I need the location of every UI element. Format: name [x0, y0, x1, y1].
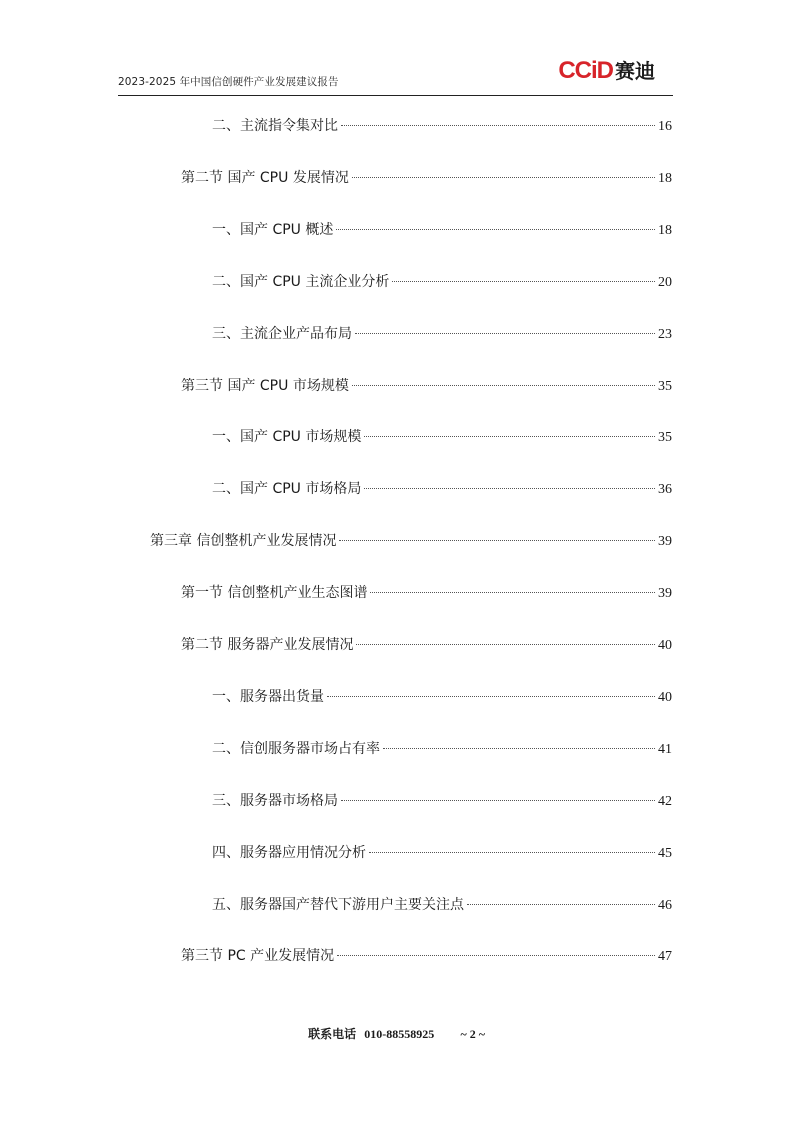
toc-entry-label: 第二节 服务器产业发展情况 — [181, 637, 354, 653]
toc-dot-leader — [392, 281, 655, 282]
toc-entry[interactable] — [181, 582, 672, 604]
report-title: 2023-2025 年中国信创硬件产业发展建议报告 — [118, 76, 339, 88]
toc-entry-label: 第三章 信创整机产业发展情况 — [150, 533, 337, 550]
toc-entry-page: 45 — [658, 845, 672, 861]
toc-entry-label: 三、服务器市场格局 — [212, 792, 338, 809]
toc-entry-label: 二、国产 CPU 主流企业分析 — [212, 273, 390, 290]
toc-entry[interactable] — [212, 478, 672, 500]
logo-mark: CCiD — [558, 57, 613, 84]
toc-entry-label: 二、主流指令集对比 — [212, 118, 338, 134]
phone-label: 联系电话 — [308, 1027, 357, 1041]
toc-entry[interactable] — [212, 686, 672, 708]
toc-entry-page: 41 — [658, 741, 672, 757]
toc-dot-leader — [341, 125, 655, 126]
toc-entry[interactable] — [181, 375, 672, 397]
toc-entry-page: 47 — [658, 949, 672, 965]
logo-text: 赛迪 — [615, 59, 655, 83]
toc-dot-leader — [467, 904, 655, 905]
toc-entry-label: 五、服务器国产替代下游用户主要关注点 — [212, 896, 464, 913]
toc-entry[interactable] — [181, 945, 672, 967]
toc-dot-leader — [369, 852, 655, 853]
toc-dot-leader — [339, 540, 655, 541]
toc-dot-leader — [327, 696, 655, 697]
toc-entry-label: 四、服务器应用情况分析 — [212, 844, 366, 861]
toc-entry-label: 第二节 国产 CPU 发展情况 — [181, 169, 349, 186]
toc-entry-page: 20 — [658, 274, 672, 290]
toc-entry-page: 18 — [658, 222, 672, 238]
toc-entry[interactable] — [212, 271, 672, 293]
toc-entry-page: 39 — [658, 586, 672, 602]
toc-dot-leader — [352, 177, 655, 178]
toc-entry-label: 第一节 信创整机产业生态图谱 — [181, 585, 368, 602]
toc-dot-leader — [336, 229, 655, 230]
toc-entry[interactable] — [212, 426, 672, 448]
toc-entry[interactable] — [212, 894, 672, 916]
toc-dot-leader — [370, 592, 655, 593]
toc-entry-label: 三、主流企业产品布局 — [212, 325, 352, 342]
toc-entry-page: 46 — [658, 897, 672, 913]
toc-entry-page: 23 — [658, 326, 672, 342]
toc-entry-label: 第三节 国产 CPU 市场规模 — [181, 377, 349, 394]
toc-dot-leader — [383, 748, 655, 749]
toc-dot-leader — [364, 436, 655, 437]
toc-entry-label: 一、服务器出货量 — [212, 688, 324, 705]
toc-entry-page: 18 — [658, 170, 672, 186]
toc-dot-leader — [352, 385, 655, 386]
toc-entry[interactable] — [181, 634, 672, 656]
toc-entry[interactable] — [212, 323, 672, 345]
phone-number: 010-88558925 — [364, 1027, 435, 1041]
toc-entry[interactable] — [150, 530, 672, 552]
toc-entry[interactable] — [212, 219, 672, 241]
toc-entry[interactable] — [181, 167, 672, 189]
page-footer — [0, 1025, 793, 1042]
toc-entry-page: 40 — [658, 689, 672, 705]
toc-dot-leader — [364, 488, 655, 489]
toc-entry-page: 36 — [658, 482, 672, 498]
toc-entry-page: 42 — [658, 793, 672, 809]
toc-entry-page: 40 — [658, 638, 672, 653]
toc-entry-label: 第三节 PC 产业发展情况 — [181, 948, 335, 965]
toc-dot-leader — [337, 955, 655, 956]
toc-entry-label: 一、国产 CPU 市场规模 — [212, 429, 362, 446]
toc-entry[interactable] — [212, 115, 672, 137]
toc-entry-page: 16 — [658, 119, 672, 134]
toc-dot-leader — [356, 644, 655, 645]
toc-entry-label: 一、国产 CPU 概述 — [212, 221, 334, 238]
toc-dot-leader — [355, 333, 655, 334]
page-number: ~ 2 ~ — [460, 1027, 485, 1041]
toc-entry-page: 39 — [658, 534, 672, 550]
toc-entry-page: 35 — [658, 430, 672, 446]
toc-entry[interactable] — [212, 842, 672, 864]
toc-entry-page: 35 — [658, 378, 672, 394]
toc-entry[interactable] — [212, 738, 672, 760]
toc-entry-label: 二、国产 CPU 市场格局 — [212, 481, 362, 498]
toc-dot-leader — [341, 800, 655, 801]
toc-entry-label: 二、信创服务器市场占有率 — [212, 740, 380, 757]
toc-entry[interactable] — [212, 790, 672, 812]
